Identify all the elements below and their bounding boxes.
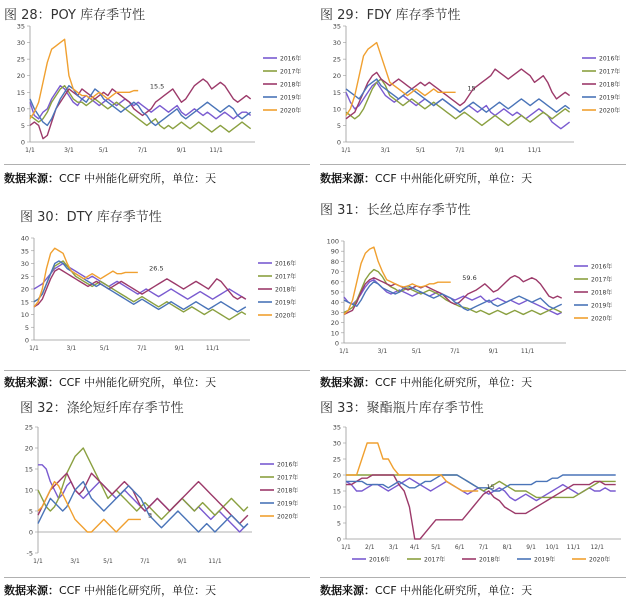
- legend-label: 2016年: [277, 461, 299, 469]
- bottle-chip-chart: [316, 421, 633, 571]
- source-note: [4, 374, 216, 390]
- y-tick-label: 20: [24, 444, 33, 453]
- x-tick-label: 9/1: [174, 345, 185, 352]
- legend-label: 2020年: [277, 513, 299, 521]
- series-line: [344, 247, 451, 314]
- x-tick-label: 5/1: [411, 348, 422, 355]
- source-divider: [320, 577, 626, 578]
- series-line: [346, 82, 570, 128]
- chart-title: 图 29：FDY 库存季节性: [320, 8, 461, 23]
- legend-label: 2020年: [280, 107, 302, 115]
- source-note: [320, 582, 532, 598]
- y-tick-label: 60: [330, 278, 339, 287]
- legend-label: 2020年: [589, 556, 611, 564]
- x-tick-label: 11/1: [205, 345, 220, 352]
- x-tick-label: 6/1: [454, 544, 465, 551]
- source-label: 数据来源：: [4, 376, 59, 389]
- x-tick-label: 1/1: [29, 345, 39, 352]
- legend-label: 2018年: [275, 286, 297, 294]
- y-tick-label: -5: [26, 549, 33, 558]
- y-tick-label: 30: [330, 308, 339, 317]
- x-tick-label: 11/1: [209, 147, 223, 154]
- y-tick-label: 0: [24, 336, 29, 345]
- end-value-label: 15: [467, 84, 476, 93]
- legend-label: 2019年: [599, 94, 621, 102]
- x-tick-label: 7/1: [140, 558, 150, 565]
- source-note: [320, 170, 532, 186]
- legend-label: 2019年: [277, 500, 299, 508]
- x-tick-label: 1/1: [25, 147, 35, 154]
- legend-label: 2017年: [275, 273, 297, 281]
- y-tick-label: 35: [16, 22, 25, 31]
- legend-label: 2017年: [591, 276, 613, 284]
- legend-label: 2020年: [599, 107, 621, 115]
- y-tick-label: 10: [16, 105, 25, 114]
- y-tick-label: 50: [330, 288, 339, 297]
- y-tick-label: 90: [330, 247, 339, 256]
- chart-title: 图 33：聚酯瓶片库存季节性: [320, 401, 484, 416]
- x-tick-label: 12/1: [590, 544, 604, 551]
- y-tick-label: 15: [16, 88, 25, 97]
- y-tick-label: 30: [332, 439, 341, 448]
- x-tick-label: 5/1: [415, 147, 426, 154]
- series-line: [34, 261, 246, 312]
- series-line: [38, 473, 248, 523]
- x-tick-label: 11/1: [208, 558, 222, 565]
- series-line: [34, 261, 246, 320]
- y-tick-label: 10: [332, 105, 341, 114]
- x-tick-label: 4/1: [409, 544, 420, 551]
- panel-dty: [0, 202, 316, 392]
- y-tick-label: 20: [16, 72, 25, 81]
- x-tick-label: 3/1: [380, 147, 391, 154]
- y-tick-label: 10: [24, 486, 33, 495]
- source-label: 数据来源：: [4, 584, 59, 597]
- chart-title: 图 28：POY 库存季节性: [4, 8, 146, 23]
- y-tick-label: 5: [20, 121, 25, 130]
- y-tick-label: 70: [330, 268, 339, 277]
- y-tick-label: 30: [16, 39, 25, 48]
- x-tick-label: 5/1: [103, 558, 113, 565]
- x-tick-label: 3/1: [64, 147, 74, 154]
- source-divider: [4, 164, 310, 165]
- y-tick-label: 35: [20, 247, 29, 256]
- legend-label: 2017年: [277, 474, 299, 482]
- source-divider: [320, 370, 626, 371]
- y-tick-label: 5: [336, 519, 341, 528]
- legend-label: 2019年: [275, 299, 297, 307]
- source-label: 数据来源：: [4, 172, 59, 185]
- legend-label: 2016年: [369, 556, 391, 564]
- source-label: 数据来源：: [320, 172, 375, 185]
- y-tick-label: 30: [20, 260, 29, 268]
- legend-label: 2016年: [275, 260, 297, 268]
- x-tick-label: 5/1: [431, 544, 441, 551]
- dty-chart: [0, 232, 316, 367]
- x-tick-label: 11/1: [566, 544, 581, 551]
- y-tick-label: 0: [336, 138, 341, 147]
- y-tick-label: 35: [332, 22, 341, 31]
- y-tick-label: 25: [24, 423, 33, 432]
- x-tick-label: 9/1: [176, 147, 187, 154]
- chart-title: 图 30：DTY 库存季节性: [20, 210, 162, 225]
- end-value-label: 59.6: [462, 274, 477, 283]
- fdy-chart: [316, 20, 633, 160]
- y-tick-label: 15: [20, 298, 29, 307]
- legend-label: 2018年: [277, 487, 299, 495]
- legend-label: 2017年: [599, 68, 621, 76]
- y-tick-label: 0: [20, 138, 25, 147]
- panel-poy: [0, 0, 316, 185]
- x-tick-label: 1/1: [341, 147, 351, 154]
- source-text: CCF 中州能化研究所，单位：天: [59, 172, 217, 185]
- legend-label: 2017年: [280, 68, 302, 76]
- legend-label: 2019年: [534, 556, 556, 564]
- y-tick-label: 40: [330, 298, 339, 307]
- y-tick-label: 25: [20, 272, 29, 281]
- y-tick-label: 10: [330, 329, 339, 338]
- legend-label: 2016年: [591, 263, 613, 271]
- source-text: CCF 中州能化研究所，单位：天: [59, 376, 217, 389]
- series-line: [346, 475, 616, 539]
- y-tick-label: 30: [332, 39, 341, 48]
- y-tick-label: 15: [332, 88, 341, 97]
- y-tick-label: 25: [332, 55, 341, 64]
- chart-title: 图 32：涤纶短纤库存季节性: [20, 401, 184, 416]
- x-tick-label: 7/1: [137, 345, 147, 352]
- y-tick-label: 5: [28, 507, 33, 516]
- y-tick-label: 15: [332, 487, 341, 496]
- source-label: 数据来源：: [320, 376, 375, 389]
- source-text: CCF 中州能化研究所，单位：天: [375, 376, 533, 389]
- legend-label: 2020年: [275, 312, 297, 320]
- panel-bottle-chip: [316, 393, 633, 607]
- series-line: [30, 86, 251, 126]
- x-tick-label: 8/1: [502, 544, 513, 551]
- y-tick-label: 20: [20, 285, 29, 294]
- y-tick-label: 0: [28, 528, 33, 537]
- x-tick-label: 9/1: [488, 348, 499, 355]
- panel-staple-fiber: [0, 393, 316, 607]
- x-tick-label: 10/1: [545, 544, 559, 551]
- source-note: [320, 374, 532, 390]
- x-tick-label: 3/1: [388, 544, 399, 551]
- x-tick-label: 7/1: [455, 147, 465, 154]
- legend-label: 2019年: [280, 94, 302, 102]
- source-text: CCF 中州能化研究所，单位：天: [59, 584, 217, 597]
- x-tick-label: 3/1: [377, 348, 388, 355]
- source-text: CCF 中州能化研究所，单位：天: [375, 584, 533, 597]
- y-tick-label: 80: [330, 257, 339, 266]
- source-divider: [4, 370, 310, 371]
- legend-label: 2016年: [280, 55, 302, 63]
- y-tick-label: 0: [334, 339, 339, 348]
- legend-label: 2018年: [479, 556, 501, 564]
- y-tick-label: 25: [332, 455, 341, 464]
- y-tick-label: 10: [332, 503, 341, 512]
- x-tick-label: 3/1: [66, 345, 77, 352]
- y-tick-label: 15: [24, 465, 33, 474]
- filament-total-chart: [316, 235, 633, 365]
- x-tick-label: 7/1: [137, 147, 148, 154]
- y-tick-label: 40: [20, 234, 29, 243]
- y-tick-label: 5: [24, 323, 29, 332]
- end-value-label: 15: [486, 483, 495, 491]
- source-divider: [320, 164, 626, 165]
- series-line: [344, 280, 562, 315]
- y-tick-label: 20: [332, 72, 341, 81]
- source-note: [4, 582, 216, 598]
- end-value-label: 3: [148, 511, 153, 520]
- series-line: [344, 270, 562, 315]
- legend-label: 2018年: [280, 81, 302, 89]
- legend-label: 2018年: [599, 81, 621, 89]
- source-label: 数据来源：: [320, 584, 375, 597]
- x-tick-label: 11/1: [520, 348, 535, 355]
- poy-chart: [0, 20, 316, 160]
- x-tick-label: 1/1: [339, 348, 349, 355]
- x-tick-label: 5/1: [98, 147, 109, 154]
- x-tick-label: 9/1: [177, 558, 187, 565]
- end-value-label: 15.5: [149, 82, 165, 91]
- y-tick-label: 10: [20, 311, 29, 319]
- y-tick-label: 20: [332, 471, 341, 480]
- source-text: CCF 中州能化研究所，单位：天: [375, 172, 533, 185]
- x-tick-label: 1/1: [33, 558, 43, 565]
- legend-label: 2017年: [424, 556, 446, 564]
- y-tick-label: 20: [330, 319, 339, 328]
- legend-label: 2018年: [591, 289, 613, 297]
- x-tick-label: 7/1: [450, 348, 460, 355]
- series-line: [346, 79, 570, 112]
- x-tick-label: 3/1: [70, 558, 80, 565]
- x-tick-label: 5/1: [99, 345, 110, 352]
- source-divider: [4, 577, 310, 578]
- series-line: [38, 465, 248, 532]
- y-tick-label: 5: [336, 121, 341, 130]
- y-tick-label: 100: [326, 237, 339, 246]
- x-tick-label: 11/1: [527, 147, 542, 154]
- source-note: [4, 170, 216, 186]
- panel-fdy: [316, 0, 633, 185]
- x-tick-label: 9/1: [526, 544, 536, 551]
- legend-label: 2016年: [599, 55, 621, 63]
- end-value-label: 26.5: [149, 264, 164, 273]
- x-tick-label: 9/1: [494, 147, 505, 154]
- staple-fiber-chart: [0, 421, 316, 571]
- x-tick-label: 7/1: [478, 544, 489, 551]
- legend-label: 2020年: [591, 315, 613, 323]
- panel-filament-total: [316, 195, 633, 392]
- chart-title: 图 31：长丝总库存季节性: [320, 203, 471, 218]
- series-line: [344, 282, 562, 311]
- y-tick-label: 35: [332, 423, 341, 432]
- x-tick-label: 1/1: [341, 544, 351, 551]
- y-tick-label: 0: [336, 535, 341, 544]
- y-tick-label: 25: [16, 55, 25, 64]
- legend-label: 2019年: [591, 302, 613, 310]
- x-tick-label: 2/1: [364, 544, 375, 551]
